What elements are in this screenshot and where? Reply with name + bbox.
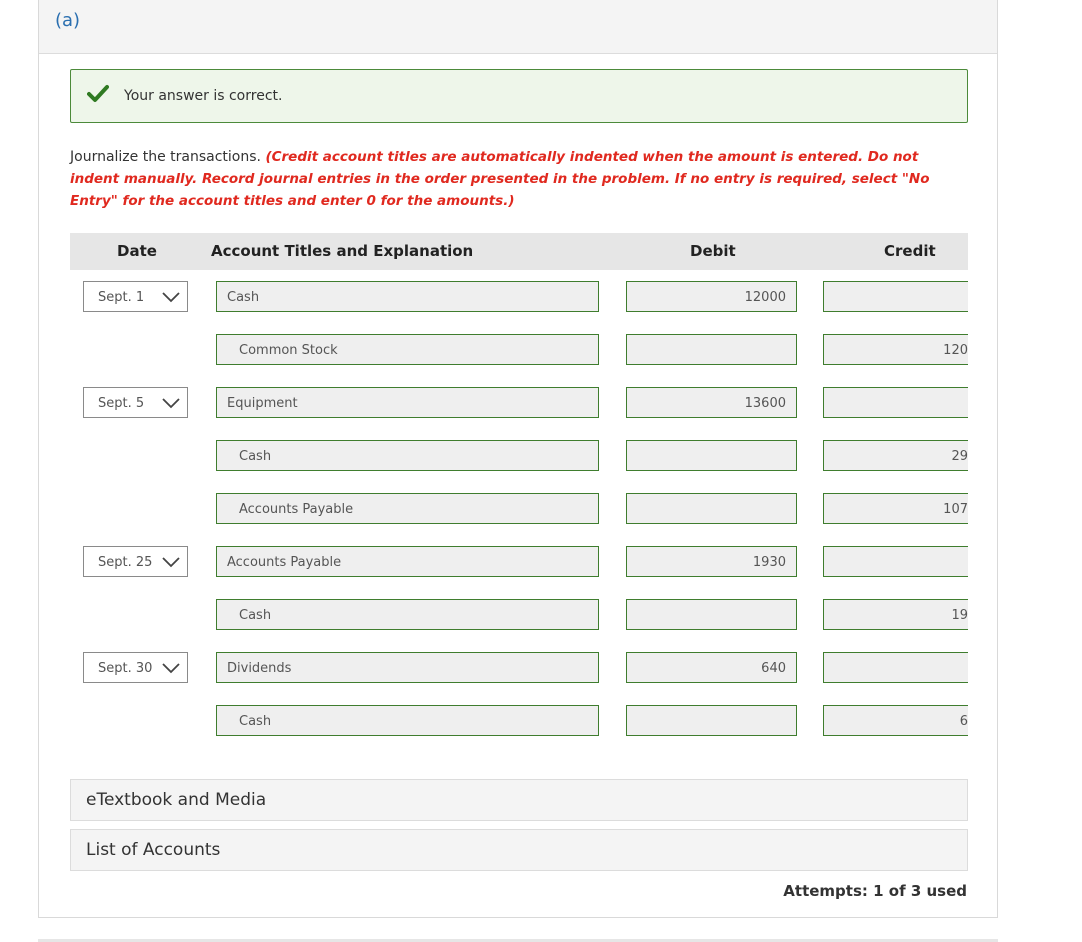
header-credit: Credit — [884, 242, 936, 260]
account-title-value: Common Stock — [239, 343, 338, 358]
credit-value: 107 — [943, 502, 968, 517]
account-title-value: Accounts Payable — [227, 555, 342, 570]
journal-row — [39, 387, 997, 420]
account-title-value: Dividends — [227, 661, 292, 676]
date-value: Sept. 30 — [98, 661, 153, 676]
debit-input[interactable] — [626, 440, 797, 471]
debit-value: 12000 — [744, 290, 786, 305]
account-title-value: Equipment — [227, 396, 298, 411]
attempts-counter: Attempts: 1 of 3 used — [783, 882, 967, 900]
account-title-input[interactable] — [216, 440, 599, 471]
account-title-value: Cash — [239, 449, 272, 464]
journal-row — [39, 599, 997, 632]
credit-input[interactable] — [823, 599, 968, 630]
checkmark-icon — [87, 83, 109, 105]
credit-value: 120 — [943, 343, 968, 358]
journal-row — [39, 334, 997, 367]
credit-input[interactable] — [823, 546, 968, 577]
date-select[interactable] — [83, 546, 188, 577]
account-title-value: Accounts Payable — [239, 502, 354, 517]
account-title-value: Cash — [239, 714, 272, 729]
journal-row — [39, 493, 997, 526]
journal-table-header — [70, 233, 968, 270]
debit-value: 1930 — [752, 555, 786, 570]
chevron-down-icon — [161, 556, 181, 568]
feedback-text: Your answer is correct. — [124, 88, 283, 104]
account-title-value: Cash — [227, 290, 260, 305]
credit-value: 6 — [959, 714, 968, 729]
instructions — [70, 146, 960, 212]
chevron-down-icon — [161, 291, 181, 303]
account-title-input[interactable] — [216, 599, 599, 630]
correct-feedback-box — [70, 69, 968, 123]
credit-input[interactable] — [823, 493, 968, 524]
journal-row — [39, 546, 997, 579]
journal-row — [39, 281, 997, 314]
chevron-down-icon — [161, 662, 181, 674]
journal-row — [39, 440, 997, 473]
account-title-input[interactable] — [216, 281, 599, 312]
credit-input[interactable] — [823, 440, 968, 471]
debit-input[interactable] — [626, 334, 797, 365]
debit-value: 640 — [761, 661, 786, 676]
debit-input[interactable] — [626, 493, 797, 524]
journal-row — [39, 652, 997, 685]
instructions-note: (Credit account titles are automatically indented when the amount is entered. Do not indent manually. Record journal entries in the order presented in the problem. If no entry is required, select "No Entry" for the account titles and enter 0 for the amounts.) — [70, 149, 930, 209]
debit-input[interactable] — [626, 387, 797, 418]
header-debit: Debit — [690, 242, 736, 260]
debit-input[interactable] — [626, 546, 797, 577]
credit-input[interactable] — [823, 387, 968, 418]
debit-input[interactable] — [626, 652, 797, 683]
part-header — [39, 0, 997, 54]
debit-input[interactable] — [626, 599, 797, 630]
credit-input[interactable] — [823, 281, 968, 312]
date-value: Sept. 5 — [98, 396, 145, 411]
debit-input[interactable] — [626, 281, 797, 312]
account-title-input[interactable] — [216, 705, 599, 736]
chevron-down-icon — [161, 397, 181, 409]
etextbook-media-label: eTextbook and Media — [86, 790, 267, 810]
etextbook-media-toggle[interactable] — [70, 779, 968, 821]
list-of-accounts-label: List of Accounts — [86, 840, 221, 860]
account-title-input[interactable] — [216, 334, 599, 365]
date-value: Sept. 1 — [98, 290, 145, 305]
list-of-accounts-toggle[interactable] — [70, 829, 968, 871]
debit-value: 13600 — [744, 396, 786, 411]
part-label: (a) — [55, 10, 81, 31]
credit-input[interactable] — [823, 705, 968, 736]
date-select[interactable] — [83, 281, 188, 312]
instructions-lead: Journalize the transactions. — [70, 149, 266, 165]
header-account: Account Titles and Explanation — [211, 242, 474, 260]
credit-input[interactable] — [823, 334, 968, 365]
header-date: Date — [117, 242, 157, 260]
account-title-input[interactable] — [216, 652, 599, 683]
credit-input[interactable] — [823, 652, 968, 683]
credit-value: 29 — [951, 449, 968, 464]
date-select[interactable] — [83, 652, 188, 683]
account-title-value: Cash — [239, 608, 272, 623]
credit-value: 19 — [951, 608, 968, 623]
journal-row — [39, 705, 997, 738]
account-title-input[interactable] — [216, 546, 599, 577]
account-title-input[interactable] — [216, 387, 599, 418]
account-title-input[interactable] — [216, 493, 599, 524]
date-value: Sept. 25 — [98, 555, 153, 570]
date-select[interactable] — [83, 387, 188, 418]
debit-input[interactable] — [626, 705, 797, 736]
question-panel — [38, 0, 998, 918]
